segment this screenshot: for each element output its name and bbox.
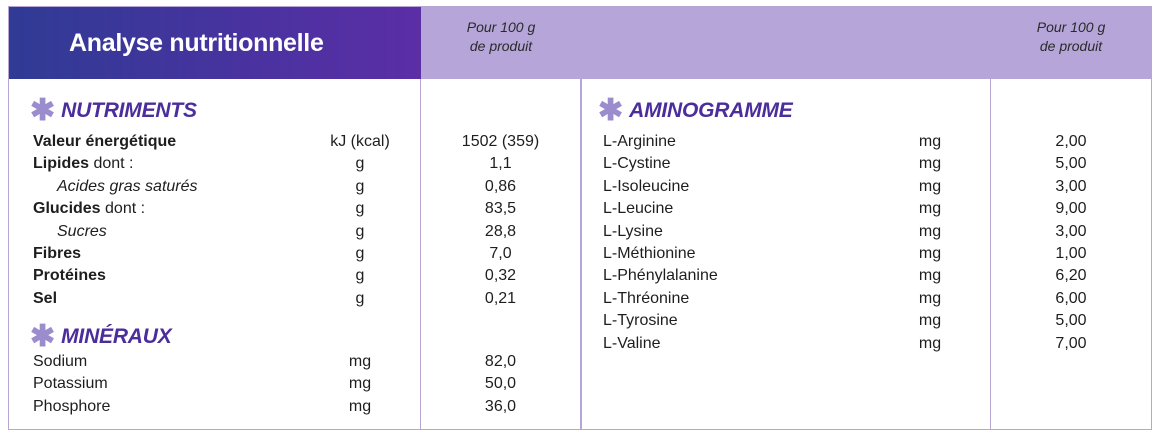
row-value: 6,00 xyxy=(1055,289,1087,307)
row-unit: g xyxy=(355,267,365,285)
asterisk-icon: ✱ xyxy=(598,94,624,127)
row-unit: mg xyxy=(918,312,942,330)
section-title: AMINOGRAMME xyxy=(629,99,793,122)
asterisk-icon: ✱ xyxy=(30,94,56,127)
table-row xyxy=(0,221,1163,243)
row-label-text: Acides gras saturés xyxy=(57,177,198,195)
row-value: 1,00 xyxy=(1055,245,1087,262)
row-unit: kJ (kcal) xyxy=(330,133,390,150)
row-label xyxy=(603,221,663,243)
per-100g-line1: Pour 100 g xyxy=(466,19,536,35)
table-row xyxy=(0,176,1163,198)
row-unit: mg xyxy=(348,375,372,393)
section-title: NUTRIMENTS xyxy=(61,99,197,122)
asterisk-icon: ✱ xyxy=(30,320,56,353)
row-label xyxy=(603,288,689,310)
row-label xyxy=(603,198,673,220)
row-label-text: L-Lysine xyxy=(603,222,663,240)
row-unit: g xyxy=(355,289,365,307)
row-unit: mg xyxy=(918,133,942,150)
row-value: 82,0 xyxy=(484,353,517,370)
row-label-bold: Fibres xyxy=(33,245,82,262)
row-value: 83,5 xyxy=(484,200,517,218)
row-label-text: L-Cystine xyxy=(603,155,671,173)
row-label xyxy=(603,176,689,198)
page-title: Analyse nutritionnelle xyxy=(69,28,324,57)
row-value: 0,32 xyxy=(484,267,517,285)
row-value: 2,00 xyxy=(1055,133,1087,150)
row-unit: mg xyxy=(918,222,942,240)
row-label-text: L-Tyrosine xyxy=(603,312,678,330)
table-row xyxy=(0,198,1163,220)
row-label-text: L-Thréonine xyxy=(603,289,690,307)
row-unit: g xyxy=(355,222,365,240)
row-label xyxy=(33,396,110,418)
section-title: MINÉRAUX xyxy=(61,325,172,348)
row-label-text: L-Phénylalanine xyxy=(603,267,718,285)
row-unit: g xyxy=(355,155,365,173)
row-value: 3,00 xyxy=(1055,177,1087,195)
per-100g-header-left xyxy=(421,18,581,56)
table-row xyxy=(0,265,1163,287)
row-label xyxy=(603,333,661,355)
row-label-text: Sodium xyxy=(33,353,88,370)
per-100g-line2: de produit xyxy=(469,38,533,54)
row-unit: mg xyxy=(918,177,942,195)
per-100g-line2: de produit xyxy=(1039,38,1103,54)
row-value: 28,8 xyxy=(484,222,517,240)
row-unit: mg xyxy=(918,289,942,307)
row-label-text: L-Méthionine xyxy=(603,245,696,262)
row-value: 6,20 xyxy=(1055,267,1087,285)
row-label xyxy=(603,243,696,265)
row-value: 36,0 xyxy=(484,397,517,415)
row-unit: mg xyxy=(918,334,942,352)
table-row xyxy=(0,243,1163,265)
row-label-text: L-Valine xyxy=(603,334,661,352)
row-value: 9,00 xyxy=(1055,200,1087,218)
row-label-text: Potassium xyxy=(33,375,108,393)
row-label xyxy=(603,265,718,287)
per-100g-line1: Pour 100 g xyxy=(1036,19,1106,35)
row-label-bold: Sel xyxy=(33,289,58,307)
section-heading-nutriments xyxy=(30,94,197,127)
table-row xyxy=(0,333,1163,355)
row-value: 0,86 xyxy=(484,177,517,195)
row-label-text: L-Arginine xyxy=(603,133,676,150)
row-value: 7,0 xyxy=(489,245,512,262)
row-value: 7,00 xyxy=(1055,334,1087,352)
row-label-bold: Protéines xyxy=(33,267,106,285)
table-row xyxy=(0,373,1163,395)
row-label-text: dont : xyxy=(89,155,134,173)
row-unit: g xyxy=(355,245,365,262)
row-label-bold: Lipides xyxy=(33,155,90,173)
row-value: 5,00 xyxy=(1055,155,1087,173)
row-label-text: Phosphore xyxy=(33,397,111,415)
section-heading-aminogramme xyxy=(598,94,793,127)
table-row xyxy=(0,396,1163,418)
per-100g-header-right xyxy=(991,18,1151,56)
row-label xyxy=(603,131,676,153)
row-label-text: dont : xyxy=(100,200,146,218)
row-unit: mg xyxy=(348,397,372,415)
row-value: 0,21 xyxy=(484,289,517,307)
row-label-bold: Valeur énergétique xyxy=(33,133,177,150)
table-row xyxy=(0,310,1163,332)
row-label-text: L-Leucine xyxy=(603,200,674,218)
row-value: 3,00 xyxy=(1055,222,1087,240)
table-row xyxy=(0,153,1163,175)
row-unit: mg xyxy=(348,353,372,370)
row-unit: g xyxy=(355,200,365,218)
row-label xyxy=(33,373,108,395)
row-value: 1,1 xyxy=(489,155,512,173)
row-label-text: L-Isoleucine xyxy=(603,177,690,195)
table-row xyxy=(0,288,1163,310)
row-unit: mg xyxy=(918,200,942,218)
row-value: 5,00 xyxy=(1055,312,1087,330)
row-unit: mg xyxy=(918,245,942,262)
row-unit: mg xyxy=(918,155,942,173)
row-label xyxy=(603,153,671,175)
row-unit: g xyxy=(355,177,365,195)
row-label xyxy=(603,310,678,332)
row-unit: mg xyxy=(918,267,942,285)
table-header-title xyxy=(9,7,421,79)
row-label-text: Sucres xyxy=(57,222,107,240)
row-value: 1502 (359) xyxy=(461,133,540,150)
table-row xyxy=(0,131,1163,153)
row-value: 50,0 xyxy=(484,375,517,393)
row-label-bold: Glucides xyxy=(33,200,101,218)
